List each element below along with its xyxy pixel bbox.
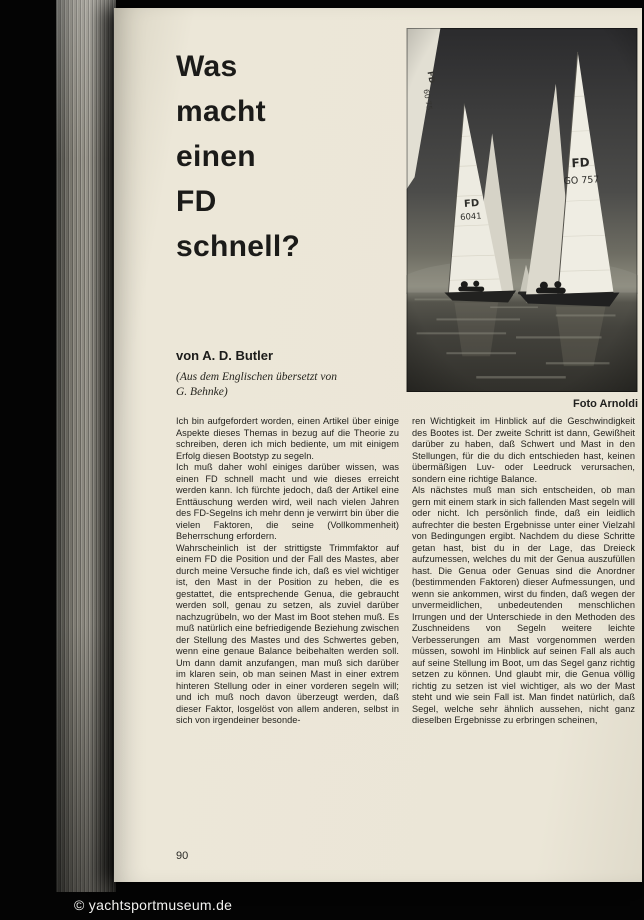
photo-vignette [407, 28, 638, 392]
body-paragraph: Ich bin aufgefordert worden, einen Artikel über einige Aspekte dieses Themas in bezug auf die Theorie zu schreiben, deren ich mich bediente, um mit einigem Erfolg diesen Bootstyp zu segeln. [176, 416, 399, 461]
body-column-right [412, 416, 635, 727]
body-paragraph: Als nächstes muß man sich entscheiden, ob man gern mit einem stark in sich fallenden Mast segeln will oder nicht. Ich persönlich finde, daß ein leidlich aufrechter die besten Ergebnisse unter einer Vielzahl von Bedingungen ergibt. Nachdem du diese Schritte getan hast, bist du in der Lage, das Dreieck aufzumessen, welches du mit der Genua auszufüllen hast. Die Genua oder Genuas sind die Anordner (bestimmenden Faktoren) dieser Aufmessungen, und wenn sie ankommen, wirst du finden, daß wegen der unvermeidlichen, unbedeutenden menschlichen Irrungen und der Unterschiede in den Methoden des Zuschneidens von Segeln weitere leichte Verbesserungen am Mast vorgenommen werden müssen, sowohl im Hinblick auf seinen Fall als auch auf seine Stellung im Boot, um das Segel ganz richtig setzen zu können. Und glaubt mir, die Genua völlig richtig zu setzen ist viel wichtiger, als wo der Mast steht und wie sein Fall ist. Man findet natürlich, daß Segel, welche sehr ähnlich aussehen, nicht ganz dieselben Ergebnisse zu erbringen scheinen, [412, 485, 635, 725]
body-paragraph: Ich muß daher wohl einiges darüber wissen, was einen FD schnell macht und wie dieses erreicht werden kann. Ich fürchte jedoch, daß der Artikel eine Enttäuschung werden wird, weil nach vielen Jahren des FD-Segelns ich mehr denn je verwirrt bin über die vielen Faktoren, die seine (Vollkommenheit) Beherrschung erfordern. [176, 462, 399, 541]
watermark-text: © yachtsportmuseum.de [74, 897, 233, 913]
article-body [176, 416, 636, 727]
article-author: von A. D. Butler [176, 348, 274, 363]
sailing-photo [406, 28, 638, 392]
body-paragraph: Wahrscheinlich ist der strittigste Trimmfaktor auf einem FD die Position und der Fall des Mastes, aber durch meine Versuche finde ich, daß es viel wichtiger ist, den Mast in der Position zu heben, die es gestattet, die entsprechende Genua, die gebraucht werden soll, genau zu setzen, als zuviel darüber nachzugrübeln, wo der Mast im Boot stehen muß. Es muß natürlich eine befriedigende Beziehung zwischen der Stellung des Mastes und des Schwertes geben, wenn eine genaue Balance beibehalten werden soll. Um dann damit anzufangen, man muß sich darüber im klaren sein, ob man seinen Mast in einer extrem hinteren Stellung oder in einer vorderen segeln will; und ich muß noch davon überzeugt werden, daß dieser Faktor, losgelöst von allem anderen, selbst in sich von irgendeiner besonde- [176, 542, 399, 725]
article-title-line: schnell? [176, 230, 301, 263]
sailing-photo-svg [406, 28, 638, 392]
body-column-left [176, 416, 399, 727]
magazine-page [114, 8, 642, 882]
translator-note-line: (Aus dem Englischen übersetzt von [176, 371, 337, 383]
photo-credit: Foto Arnoldi [573, 398, 638, 410]
body-paragraph: ren Wichtigkeit im Hinblick auf die Geschwindigkeit des Bootes ist. Der zweite Schritt ist dann, Gewißheit darüber zu haben, daß Schwert und Mast in den Stellungen, für die du dich entschieden hast, keinen übermäßigen Luv- oder Leedruck verursachen, sondern eine richtige Balance. [412, 416, 635, 484]
page-number: 90 [176, 850, 189, 862]
article-title-line: macht [176, 95, 266, 128]
article-title-line: FD [176, 185, 217, 218]
article-title [176, 44, 386, 269]
translator-note [176, 370, 416, 400]
article-title-line: einen [176, 140, 256, 173]
article-title-line: Was [176, 50, 238, 83]
book-page-edges [56, 0, 116, 892]
translator-note-line: G. Behnke) [176, 386, 228, 398]
